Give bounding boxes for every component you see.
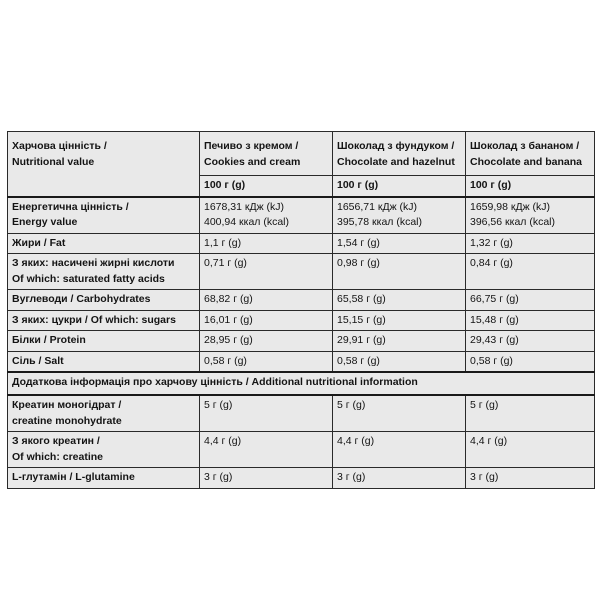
table-row-energy bbox=[8, 197, 595, 234]
row-label-en: Energy value bbox=[12, 216, 78, 228]
table-row-carbohydrates bbox=[8, 290, 595, 311]
column-header-hazelnut-uk: Шоколад з фундуком / bbox=[337, 140, 455, 152]
nutrition-table bbox=[7, 131, 595, 489]
value-cell: 1,54 г (g) bbox=[333, 233, 466, 254]
column-header-banana-uk: Шоколад з бананом / bbox=[470, 140, 580, 152]
row-label bbox=[8, 254, 200, 290]
value-cell: 15,48 г (g) bbox=[466, 310, 595, 331]
portion-cookies: 100 г (g) bbox=[200, 176, 333, 197]
additional-info-row bbox=[8, 372, 595, 395]
value-cell: 0,58 г (g) bbox=[333, 351, 466, 372]
value-cell: 5 г (g) bbox=[200, 395, 333, 432]
value-cell bbox=[200, 197, 333, 234]
column-header-cookies-uk: Печиво з кремом / bbox=[204, 140, 299, 152]
row-label-uk: З якого креатин / bbox=[12, 435, 100, 447]
row-label: L-глутамін / L-glutamine bbox=[8, 468, 200, 489]
value-kj: 1656,71 кДж (kJ) bbox=[337, 200, 418, 213]
value-cell: 5 г (g) bbox=[466, 395, 595, 432]
table-row-sugars bbox=[8, 310, 595, 331]
value-cell: 68,82 г (g) bbox=[200, 290, 333, 311]
row-label-uk: З яких: насичені жирні кислоти bbox=[12, 257, 175, 269]
value-cell: 65,58 г (g) bbox=[333, 290, 466, 311]
table-row-creatine bbox=[8, 432, 595, 468]
value-cell: 0,98 г (g) bbox=[333, 254, 466, 290]
row-label: З яких: цукри / Of which: sugars bbox=[8, 310, 200, 331]
column-header-cookies bbox=[200, 132, 333, 176]
row-label bbox=[8, 395, 200, 432]
value-cell: 3 г (g) bbox=[200, 468, 333, 489]
table-row-salt bbox=[8, 351, 595, 372]
header-row bbox=[8, 132, 595, 176]
value-kj: 1659,98 кДж (kJ) bbox=[470, 200, 551, 213]
column-header-hazelnut bbox=[333, 132, 466, 176]
nutrition-label-cell bbox=[8, 132, 200, 197]
value-kcal: 400,94 ккал (kcal) bbox=[204, 216, 289, 228]
value-cell: 3 г (g) bbox=[466, 468, 595, 489]
portion-banana: 100 г (g) bbox=[466, 176, 595, 197]
row-label-uk: Енергетична цінність / bbox=[12, 200, 129, 213]
row-label-en: Of which: saturated fatty acids bbox=[12, 272, 165, 285]
row-label-uk: Креатин моногідрат / bbox=[12, 399, 122, 411]
table-row-protein bbox=[8, 331, 595, 352]
value-cell: 0,58 г (g) bbox=[466, 351, 595, 372]
value-cell: 0,84 г (g) bbox=[466, 254, 595, 290]
additional-info-title: Додаткова інформація про харчову цінність / Additional nutritional information bbox=[8, 372, 595, 395]
column-header-cookies-en: Cookies and cream bbox=[204, 155, 301, 168]
nutrition-label-uk: Харчова цінність / bbox=[12, 140, 107, 152]
value-cell: 16,01 г (g) bbox=[200, 310, 333, 331]
table-row-fat bbox=[8, 233, 595, 254]
value-cell: 5 г (g) bbox=[333, 395, 466, 432]
value-cell: 0,71 г (g) bbox=[200, 254, 333, 290]
table-row-l-glutamine bbox=[8, 468, 595, 489]
value-cell: 3 г (g) bbox=[333, 468, 466, 489]
value-cell: 4,4 г (g) bbox=[200, 432, 333, 468]
column-header-banana bbox=[466, 132, 595, 176]
row-label bbox=[8, 432, 200, 468]
row-label: Жири / Fat bbox=[8, 233, 200, 254]
value-cell: 66,75 г (g) bbox=[466, 290, 595, 311]
value-cell: 4,4 г (g) bbox=[466, 432, 595, 468]
value-kcal: 395,78 ккал (kcal) bbox=[337, 216, 422, 228]
value-cell: 1,32 г (g) bbox=[466, 233, 595, 254]
table-row-saturated-fat bbox=[8, 254, 595, 290]
value-kcal: 396,56 ккал (kcal) bbox=[470, 216, 555, 228]
value-cell: 29,43 г (g) bbox=[466, 331, 595, 352]
portion-hazelnut: 100 г (g) bbox=[333, 176, 466, 197]
row-label-en: creatine monohydrate bbox=[12, 414, 122, 427]
row-label bbox=[8, 197, 200, 234]
value-cell: 28,95 г (g) bbox=[200, 331, 333, 352]
value-cell: 29,91 г (g) bbox=[333, 331, 466, 352]
row-label-en: Of which: creatine bbox=[12, 450, 104, 463]
value-cell: 1,1 г (g) bbox=[200, 233, 333, 254]
value-cell: 15,15 г (g) bbox=[333, 310, 466, 331]
row-label: Вуглеводи / Carbohydrates bbox=[8, 290, 200, 311]
table-row-creatine-monohydrate bbox=[8, 395, 595, 432]
row-label: Сіль / Salt bbox=[8, 351, 200, 372]
value-cell: 0,58 г (g) bbox=[200, 351, 333, 372]
nutrition-label-en: Nutritional value bbox=[12, 155, 95, 168]
column-header-hazelnut-en: Chocolate and hazelnut bbox=[337, 155, 455, 168]
value-cell bbox=[333, 197, 466, 234]
row-label: Білки / Protein bbox=[8, 331, 200, 352]
column-header-banana-en: Chocolate and banana bbox=[470, 155, 583, 168]
value-cell bbox=[466, 197, 595, 234]
value-cell: 4,4 г (g) bbox=[333, 432, 466, 468]
value-kj: 1678,31 кДж (kJ) bbox=[204, 200, 285, 213]
